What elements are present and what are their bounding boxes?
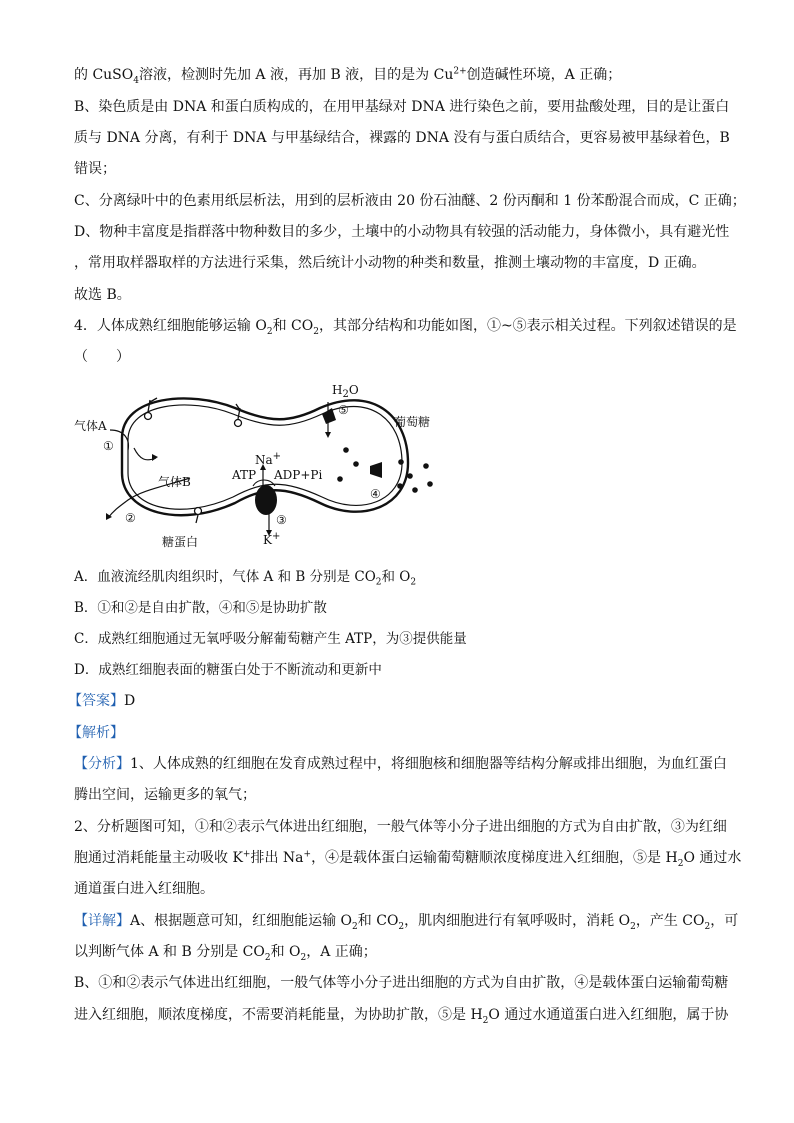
detail-line: 进入红细胞，顺浓度梯度，不需要消耗能量，为协助扩散，⑤是 $H_2O$ 通过水通道蛋白进入红细胞，属于协	[74, 1007, 729, 1026]
text-line: 的 CuSO$_4$溶液，检测时先加 A 液，再加 B 液，目的是为 $Cu^{2+}$创造碱性环境，A 正确；	[74, 66, 622, 86]
glucose-dot	[412, 487, 418, 493]
text-line: 错误；	[74, 161, 116, 177]
analysis-line: 2、分析题图可知，①和②表示气体进出红细胞，一般气体等小分子进出细胞的方式为自由扩散，③为红细	[74, 819, 727, 835]
process-3-label: ③	[276, 513, 287, 527]
glucose-dot	[337, 476, 343, 482]
text-line: 质与 DNA 分离，有利于 DNA 与甲基绿结合，裸露的 DNA 没有与蛋白质结合，更容易被甲基绿着色，B	[74, 130, 730, 146]
sodium-potassium-pump	[255, 485, 277, 515]
adp-pi-label: ADP+Pi	[274, 468, 323, 482]
option-c: C．成熟红细胞通过无氧呼吸分解葡萄糖产生 ATP，为③提供能量	[74, 631, 467, 647]
glucose-dot	[423, 463, 429, 469]
analysis-line: 通道蛋白进入红细胞。	[74, 881, 214, 897]
atp-label: ATP	[232, 468, 257, 482]
glycoprotein-label: 糖蛋白	[162, 535, 199, 549]
analysis-line: 腾出空间，运输更多的氧气；	[74, 787, 256, 803]
process-2-label: ②	[125, 511, 136, 525]
glucose-label: 葡萄糖	[394, 415, 431, 429]
process-4-label: ④	[370, 487, 381, 501]
analysis-line: 胞通过消耗能量主动吸收 K+排出 Na+，④是载体蛋白运输葡萄糖顺浓度梯度进入红细胞，⑤是 $H_2O$ 通过水	[74, 849, 742, 869]
glucose-dot	[407, 473, 413, 479]
na-label: Na+	[255, 451, 282, 467]
text-line: B、染色质是由 DNA 和蛋白质构成的，在用甲基绿对 DNA 进行染色之前，要用盐酸处理，目的是让蛋白	[74, 99, 730, 115]
process-1-label: ①	[103, 439, 114, 453]
detail-line: 以判断气体 A 和 B 分别是 $CO_2$和 $O_2$，A 正确；	[74, 944, 377, 963]
option-d: D．成熟红细胞表面的糖蛋白处于不断流动和更新中	[74, 662, 382, 678]
glucose-dot	[343, 447, 349, 453]
detail-line: B、①和②表示气体进出红细胞，一般气体等小分子进出细胞的方式为自由扩散，④是载体蛋白运输葡萄糖	[74, 975, 729, 991]
text-line: ，常用取样器取样的方法进行采集，然后统计小动物的种类和数量，推测土壤动物的丰富度，D 正确。	[74, 255, 706, 271]
glucose-dot	[397, 483, 403, 489]
red-blood-cell-diagram	[70, 378, 450, 553]
option-b: B．①和②是自由扩散，④和⑤是协助扩散	[74, 600, 327, 616]
text-line: 故选 B。	[74, 287, 131, 303]
gas-b-label: 气体B	[158, 475, 191, 489]
text-line: D、物种丰富度是指群落中物种数目的多少，土壤中的小动物具有较强的活动能力，身体微小，具有避光性	[74, 224, 730, 240]
gas-a-label: 气体A	[74, 419, 107, 433]
text-line: C、分离绿叶中的色素用纸层析法，用到的层析液由 20 份石油醚、2 份丙酮和 1 份苯酚混合而成，C 正确；	[74, 193, 746, 209]
answer-line: 【答案】D	[68, 693, 136, 709]
question-stem: 4．人体成熟红细胞能够运输 $O_2$和 $CO_2$，其部分结构和功能如图，①~⑤表示相关过程。下列叙述错误的是	[74, 318, 737, 337]
glucose-dot	[353, 461, 359, 467]
k-label: K+	[263, 531, 281, 547]
analysis-line: 【分析】1、人体成熟的红细胞在发育成熟过程中，将细胞核和细胞器等结构分解或排出细胞，为血红蛋白	[74, 756, 727, 772]
glucose-carrier-protein	[370, 462, 382, 478]
option-a: A．血液流经肌肉组织时，气体 A 和 B 分别是 $CO_2$和 $O_2$	[74, 569, 417, 588]
answer-bracket: （ ）	[74, 349, 130, 365]
detail-line: 【详解】A、根据题意可知，红细胞能运输 $O_2$和 $CO_2$，肌肉细胞进行有氧呼吸时，消耗 $O_2$，产生 $CO_2$，可	[74, 913, 739, 932]
process-5-label: ⑤	[338, 403, 349, 417]
glucose-dot	[427, 481, 433, 487]
analysis-heading: 【解析】	[68, 725, 124, 741]
water-channel-protein	[322, 408, 336, 424]
h2o-label: $H_2O$	[332, 383, 359, 400]
glucose-dot	[398, 459, 404, 465]
